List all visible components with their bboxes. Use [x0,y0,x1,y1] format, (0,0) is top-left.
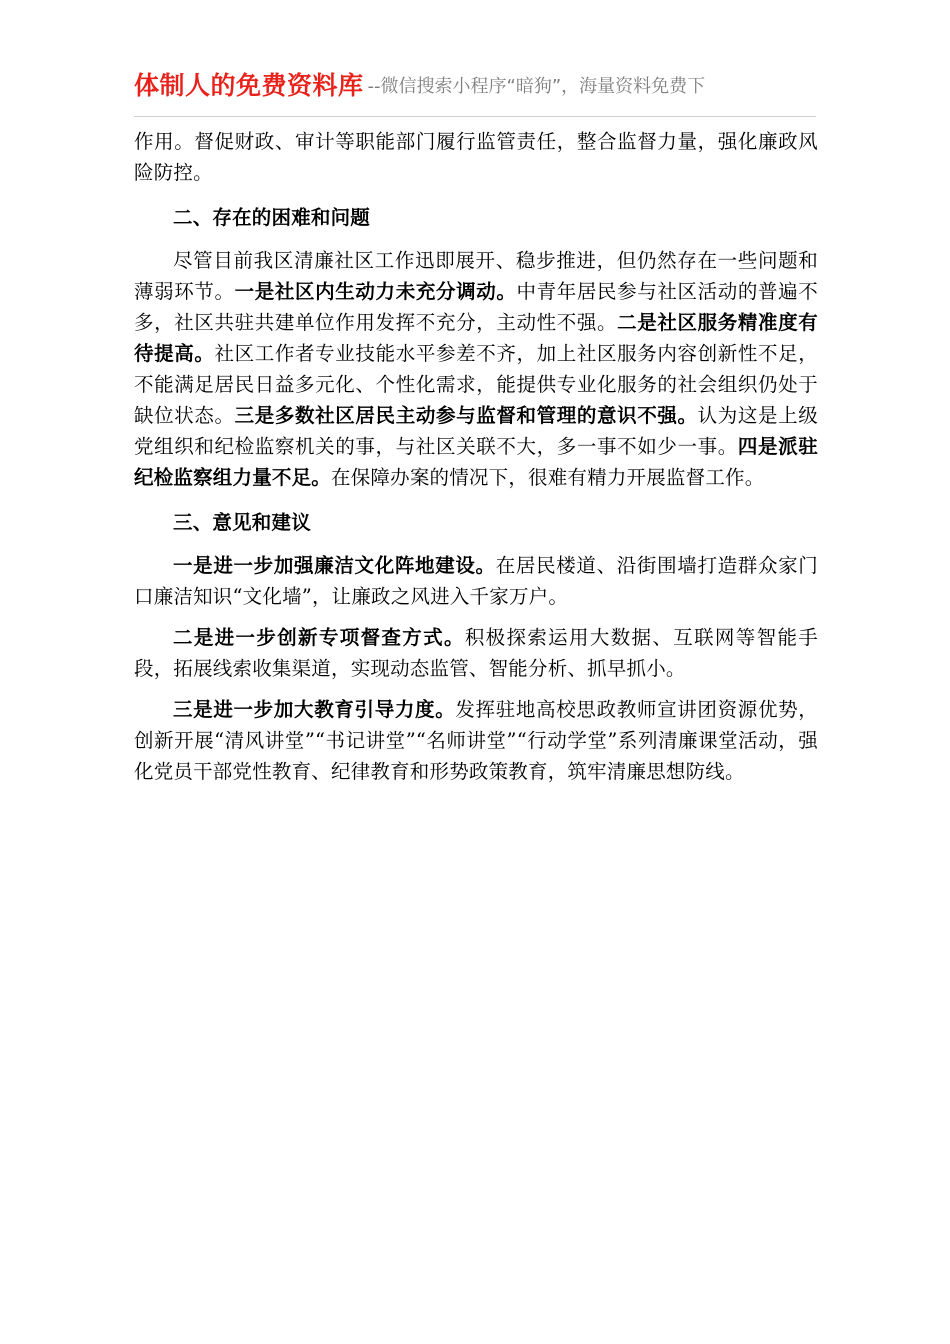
watermark-brand: 体制人的免费资料库 [134,71,364,100]
suggestion-1-title: 一是进一步加强廉洁文化阵地建设。 [173,554,496,577]
paragraph-problems [134,245,818,493]
suggestion-1-body: 在居民楼道、沿街围墙打造群众家门口廉洁知识“文化墙”，让廉政之风进入千家万户。 [134,554,818,608]
problem-3-title: 三是多数社区居民主动参与监督和管理的意识不强。 [234,404,698,427]
paragraph-suggestion-3 [134,694,818,787]
problem-1-body: 中青年居民参与社区活动的普遍不多，社区共驻共建单位作用发挥不充分，主动性不强。 [134,280,818,334]
paragraph-suggestion-2 [134,622,818,684]
problem-4-title: 四是派驻纪检监察组力量不足。 [134,435,818,489]
problem-4-body: 在保障办案的情况下，很难有精力开展监督工作。 [331,466,765,489]
problem-2-body: 社区工作者专业技能水平参差不齐，加上社区服务内容创新性不足，不能满足居民日益多元化、个性化需求，能提供专业化服务的社会组织仍处于缺位状态。 [134,342,818,427]
section-heading-three [134,507,818,538]
header-divider [134,116,816,117]
paragraph-continued [134,126,818,188]
suggestion-3-body: 发挥驻地高校思政教师宣讲团资源优势，创新开展“清风讲堂”“书记讲堂”“名师讲堂”“行动学堂”系列清廉课堂活动，强化党员干部党性教育、纪律教育和形势政策教育，筑牢清廉思想防线。 [134,698,818,783]
section-heading-two-text: 二、存在的困难和问题 [173,206,371,229]
section-heading-three-text: 三、意见和建议 [173,511,311,534]
problem-2-title: 二是社区服务精准度有待提高。 [134,311,818,365]
problem-3-body: 认为这是上级党组织和纪检监察机关的事，与社区关联不大，多一事不如少一事。 [134,404,818,458]
watermark-promo-text: --微信搜索小程序“暗狗”，海量资料免费下 [367,76,706,97]
suggestion-2-body: 积极探索运用大数据、互联网等智能手段，拓展线索收集渠道，实现动态监管、智能分析、抓早抓小。 [134,626,818,680]
watermark-banner [134,58,834,98]
suggestion-2-title: 二是进一步创新专项督查方式。 [173,626,465,649]
problem-1-title: 一是社区内生动力未充分调动。 [234,280,517,303]
paragraph-continued-text: 作用。督促财政、审计等职能部门履行监管责任，整合监督力量，强化廉政风险防控。 [134,130,818,184]
paragraph-suggestion-1 [134,550,818,612]
suggestion-3-title: 三是进一步加大教育引导力度。 [173,698,456,721]
section-heading-two [134,202,818,233]
document-body [134,126,818,797]
problems-lead-text: 尽管目前我区清廉社区工作迅即展开、稳步推进，但仍然存在一些问题和薄弱环节。 [134,249,818,303]
